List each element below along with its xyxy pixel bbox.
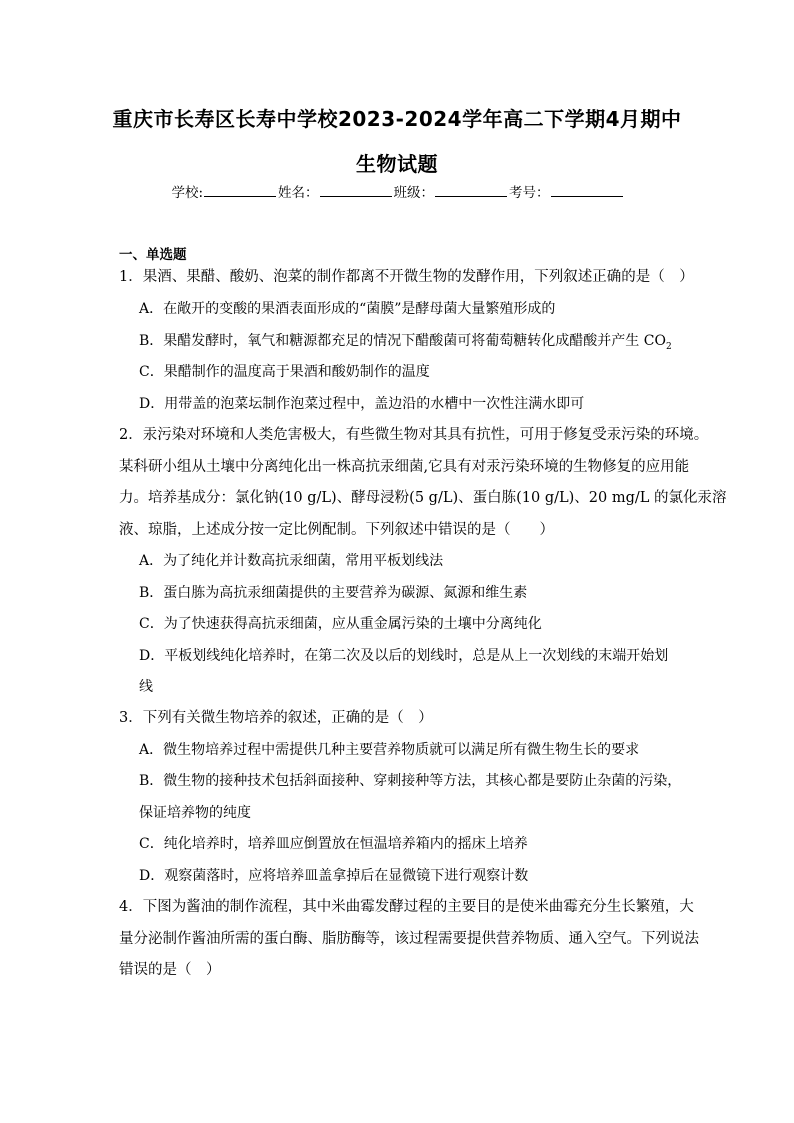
question-2-stem-line-2: 某科研小组从土壤中分离纯化出一株高抗汞细菌,它具有对汞污染环境的生物修复的应用能 [119,459,690,475]
number-label: 考号： [509,185,550,201]
question-2-stem-line-1: 2．汞污染对环境和人类危害极大，有些微生物对其具有抗性，可用于修复受汞污染的环境。 [119,427,709,443]
exam-title: 重庆市长寿区长寿中学校2023-2024学年高二下学期4月期中 [112,107,682,131]
number-field[interactable] [509,181,623,201]
question-2-stem-line-4: 液、琼脂，上述成分按一定比例配制。下列叙述中错误的是（ ） [119,522,554,538]
question-2-option-b[interactable]: B．蛋白胨为高抗汞细菌提供的主要营养为碳源、氮源和维生素 [139,585,528,601]
question-1-option-a[interactable]: A．在敞开的变酸的果酒表面形成的“菌膜”是酵母菌大量繁殖形成的 [139,301,556,317]
question-3-option-a[interactable]: A．微生物培养过程中需提供几种主要营养物质就可以满足所有微生物生长的要求 [139,742,640,758]
school-blank[interactable] [204,182,276,197]
question-4-stem-line-2: 量分泌制作酱油所需的蛋白酶、脂肪酶等，该过程需要提供营养物质、通入空气。下列说法 [119,931,699,947]
class-label: 班级： [393,185,435,201]
question-3-option-b-cont[interactable]: 保证培养物的纯度 [139,805,251,821]
name-field[interactable] [278,181,392,201]
question-2-stem-line-3: 力。培养基成分：氯化钠(10 g/L)、酵母浸粉(5 g/L)、蛋白胨(10 g/L)、20 mg/L 的氯化汞溶 [119,490,727,506]
question-3-stem: 3．下列有关微生物培养的叙述，正确的是（ ） [119,710,433,726]
option-b-text: B．果醋发酵时，氧气和糖源都充足的情况下醋酸菌可将葡萄糖转化成醋酸并产生 CO [139,333,666,349]
student-info-row [0,181,794,201]
question-1-option-c[interactable]: C．果醋制作的温度高于果酒和酸奶制作的温度 [139,364,430,380]
class-blank[interactable] [435,182,507,197]
question-4-stem-line-3: 错误的是（ ） [119,962,221,978]
question-4-stem-line-1: 4．下图为酱油的制作流程，其中米曲霉发酵过程的主要目的是使米曲霉充分生长繁殖，大 [119,899,694,915]
section-title: 一、单选题 [119,247,187,263]
class-field[interactable] [394,181,508,201]
name-label: 姓名： [278,185,319,201]
question-2-option-d[interactable]: D．平板划线纯化培养时，在第二次及以后的划线时，总是从上一次划线的末端开始划 [139,648,669,664]
exam-subtitle: 生物试题 [356,152,438,176]
question-3-option-b[interactable]: B．微生物的接种技术包括斜面接种、穿刺接种等方法，其核心都是要防止杂菌的污染， [139,773,682,789]
question-2-option-d-cont[interactable]: 线 [139,679,153,695]
question-2-option-c[interactable]: C．为了快速获得高抗汞细菌，应从重金属污染的土壤中分离纯化 [139,616,542,632]
co2-subscript: 2 [665,341,672,352]
name-blank[interactable] [320,182,392,197]
question-3-option-c[interactable]: C．纯化培养时，培养皿应倒置放在恒温培养箱内的摇床上培养 [139,836,528,852]
question-2-option-a[interactable]: A．为了纯化并计数高抗汞细菌，常用平板划线法 [139,553,444,569]
question-1-stem: 1．果酒、果醋、酸奶、泡菜的制作都离不开微生物的发酵作用，下列叙述正确的是（ ） [119,269,694,285]
school-label: 学校: [171,185,204,201]
question-3-option-d[interactable]: D．观察菌落时，应将培养皿盖拿掉后在显微镜下进行观察计数 [139,868,529,884]
school-field[interactable] [171,181,276,201]
number-blank[interactable] [551,182,623,197]
question-1-option-d[interactable]: D．用带盖的泡菜坛制作泡菜过程中，盖边沿的水槽中一次性注满水即可 [139,396,585,412]
